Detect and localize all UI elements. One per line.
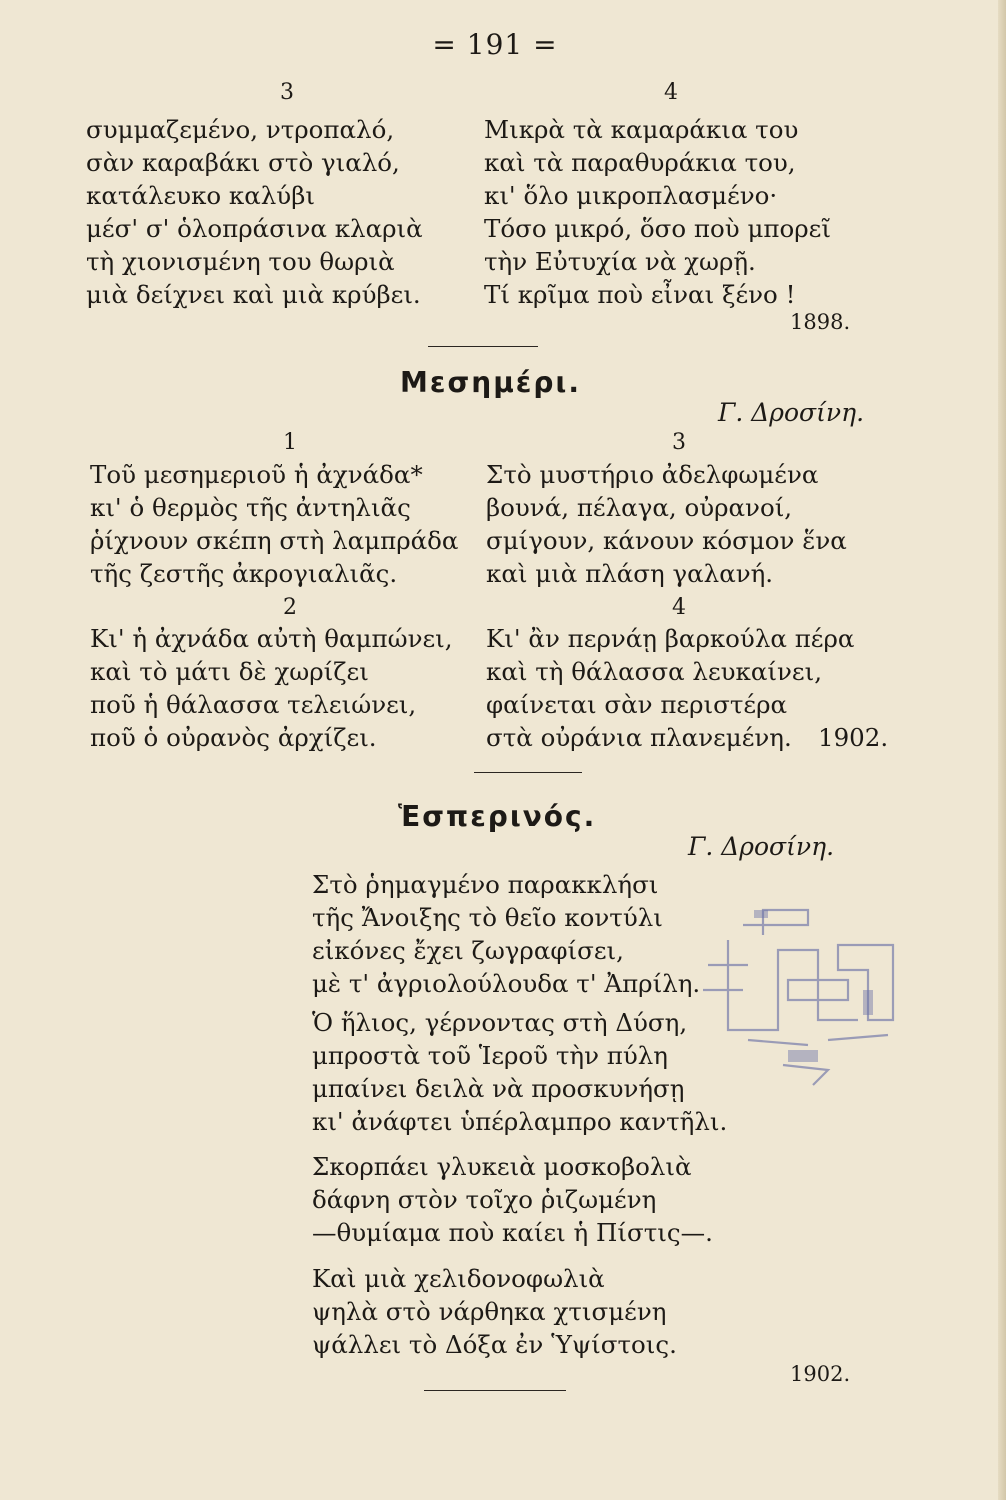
- verse-line: Ὁ ἥλιος, γέρνοντας στὴ Δύση,: [312, 1008, 688, 1037]
- verse-line: συμμαζεμένο, ντροπαλό,: [86, 115, 395, 144]
- stanza-number: 1: [283, 430, 297, 455]
- poem-author: Γ. Δροσίνη.: [688, 832, 835, 861]
- verse-line: τῆς ζεστῆς ἀκρογιαλιᾶς.: [90, 559, 398, 588]
- poem1-stanza3: [86, 113, 423, 311]
- section-divider: [474, 772, 582, 773]
- verse-line: τὴν Εὐτυχία νὰ χωρῇ.: [484, 247, 756, 276]
- poem-title: Ἑσπερινός.: [398, 800, 597, 833]
- poem-year: 1898.: [790, 310, 851, 334]
- stanza-number: 4: [672, 595, 686, 620]
- verse-line: Τοῦ μεσημεριοῦ ἡ ἀχνάδα*: [90, 460, 423, 489]
- verse-line: εἰκόνες ἔχει ζωγραφίσει,: [312, 936, 624, 965]
- verse-line: μπαίνει δειλὰ νὰ προσκυνήσῃ: [312, 1074, 685, 1103]
- verse-line: ποῦ ὁ οὐρανὸς ἀρχίζει.: [90, 723, 377, 752]
- verse-line: Τί κρῖμα ποὺ εἶναι ξένο !: [484, 280, 796, 309]
- poem-title: Μεσημέρι.: [400, 366, 581, 399]
- verse-line: κι' ἀνάφτει ὑπέρλαμπρο καντῆλι.: [312, 1107, 728, 1136]
- verse-line: σμίγουν, κάνουν κόσμον ἕνα: [486, 526, 847, 555]
- poem2-stanza2: [90, 622, 453, 754]
- verse-line: καὶ τὸ μάτι δὲ χωρίζει: [90, 657, 369, 686]
- verse-line: μὲ τ' ἀγριολούλουδα τ' Ἀπρίλη.: [312, 969, 701, 998]
- verse-line: Στὸ ῥημαγμένο παρακκλήσι: [312, 870, 659, 899]
- verse-line: Σκορπάει γλυκειὰ μοσκοβολιὰ: [312, 1152, 692, 1181]
- stanza-number: 3: [672, 430, 686, 455]
- section-divider: [424, 1390, 566, 1391]
- stanza-number: 3: [280, 80, 294, 105]
- verse-line: τῆς Ἄνοιξης τὸ θεῖο κοντύλι: [312, 903, 663, 932]
- verse-line: ποῦ ἡ θάλασσα τελειώνει,: [90, 690, 417, 719]
- verse-line: Στὸ μυστήριο ἀδελφωμένα: [486, 460, 819, 489]
- verse-line: στὰ οὐράνια πλανεμένη.: [486, 723, 792, 752]
- poem-year: 1902.: [790, 1362, 851, 1386]
- stanza-number: 2: [283, 595, 297, 620]
- verse-line: ψάλλει τὸ Δόξα ἐν Ὑψίστοις.: [312, 1330, 677, 1359]
- poem3-stanza4: [312, 1262, 677, 1361]
- poem3-stanza3: [312, 1150, 713, 1249]
- verse-line: Καὶ μιὰ χελιδονοφωλιὰ: [312, 1264, 605, 1293]
- verse-line: κι' ὅλο μικροπλασμένο·: [484, 181, 778, 210]
- verse-line: τὴ χιονισμένη του θωριὰ: [86, 247, 395, 276]
- verse-line: μέσ' σ' ὁλοπράσινα κλαριὰ: [86, 214, 423, 243]
- poem2-stanza1: [90, 458, 458, 590]
- verse-line: σὰν καραβάκι στὸ γιαλό,: [86, 148, 400, 177]
- stamp-mark: [688, 890, 920, 1090]
- verse-line: καὶ τὴ θάλασσα λευκαίνει,: [486, 657, 822, 686]
- section-divider: [428, 346, 538, 347]
- poem2-stanza4: [486, 622, 854, 754]
- verse-line: μπροστὰ τοῦ Ἱεροῦ τὴν πύλη: [312, 1041, 668, 1070]
- poem3-stanza1: [312, 868, 700, 1000]
- poem3-stanza2: [312, 1006, 727, 1138]
- poem1-stanza4: [484, 113, 831, 311]
- poem2-stanza3: [486, 458, 847, 590]
- poem-year: 1902.: [818, 723, 889, 752]
- verse-line: καὶ μιὰ πλάση γαλανή.: [486, 559, 774, 588]
- verse-line: Τόσο μικρό, ὅσο ποὺ μπορεῖ: [484, 214, 831, 243]
- verse-line: κι' ὁ θερμὸς τῆς ἀντηλιᾶς: [90, 493, 411, 522]
- verse-line: δάφνη στὸν τοῖχο ῥιζωμένη: [312, 1185, 657, 1214]
- page-edge: [998, 0, 1006, 1500]
- verse-line: καὶ τὰ παραθυράκια του,: [484, 148, 796, 177]
- poem-author: Γ. Δροσίνη.: [718, 398, 865, 427]
- verse-line: Κι' ἂν περνάῃ βαρκούλα πέρα: [486, 624, 855, 653]
- page-number: = 191 =: [432, 28, 558, 61]
- verse-line: Κι' ἡ ἀχνάδα αὐτὴ θαμπώνει,: [90, 624, 453, 653]
- verse-line: μιὰ δείχνει καὶ μιὰ κρύβει.: [86, 280, 421, 309]
- verse-line: —θυμίαμα ποὺ καίει ἡ Πίστις—.: [312, 1218, 713, 1247]
- verse-line: βουνά, πέλαγα, οὐρανοί,: [486, 493, 793, 522]
- verse-line: κατάλευκο καλύβι: [86, 181, 315, 210]
- verse-line: ψηλὰ στὸ νάρθηκα χτισμένη: [312, 1297, 667, 1326]
- verse-line: Μικρὰ τὰ καμαράκια του: [484, 115, 799, 144]
- stanza-number: 4: [664, 80, 678, 105]
- verse-line: φαίνεται σὰν περιστέρα: [486, 690, 788, 719]
- verse-line: ῥίχνουν σκέπη στὴ λαμπράδα: [90, 526, 459, 555]
